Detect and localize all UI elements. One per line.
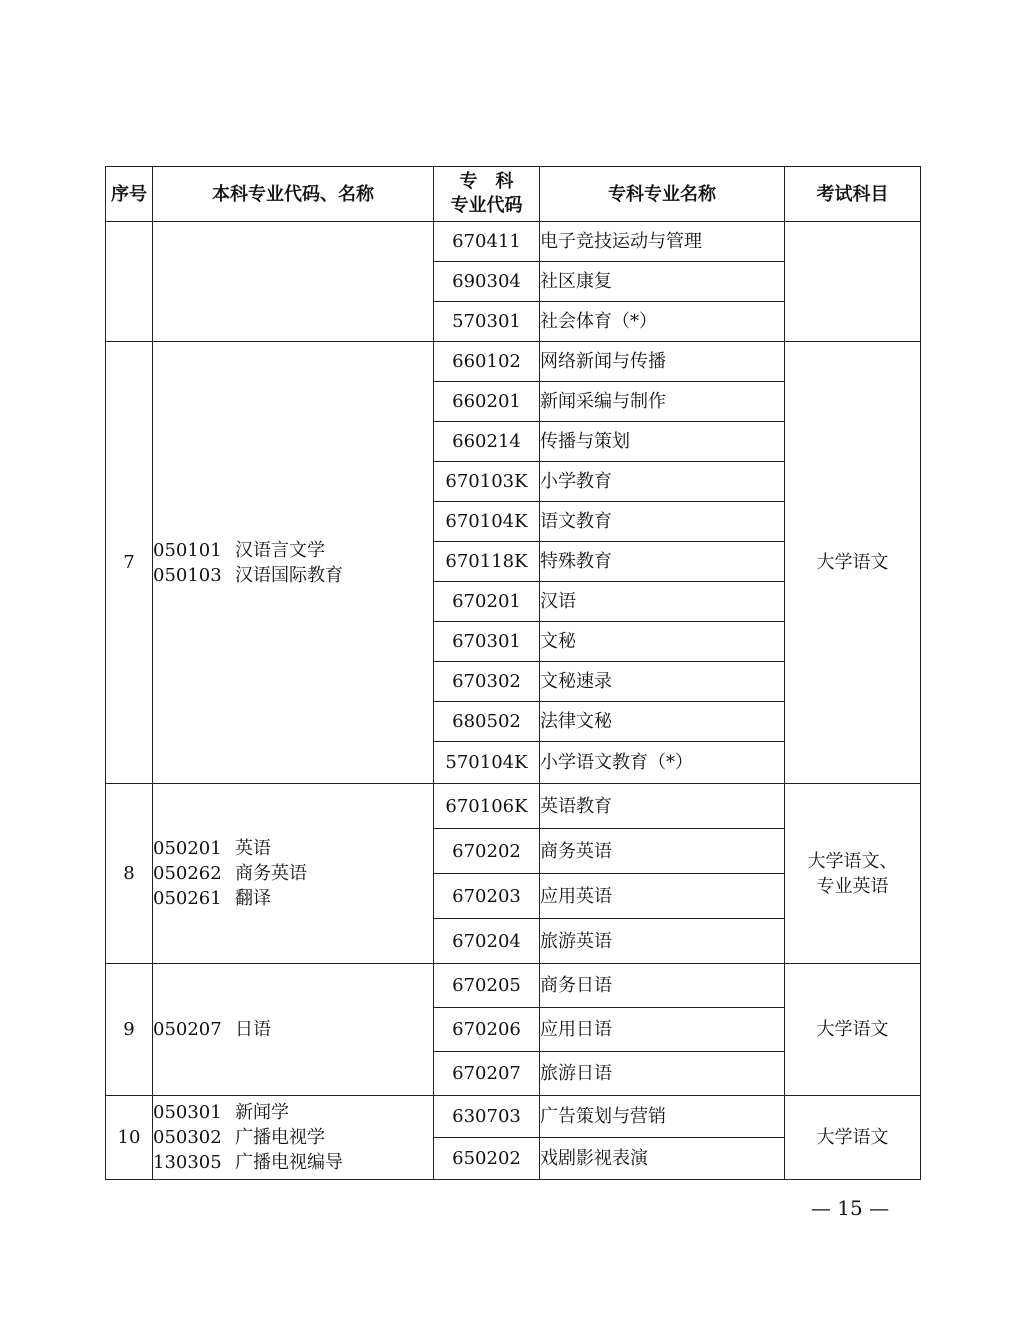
junior-name-cell: 汉语 (540, 582, 785, 622)
junior-code-cell: 670118K (434, 542, 540, 582)
header-undergrad: 本科专业代码、名称 (153, 167, 434, 222)
junior-code-cell: 670106K (434, 784, 540, 829)
undergrad-code: 050207 (153, 1019, 222, 1040)
undergrad-major (153, 1017, 433, 1042)
junior-name-cell: 网络新闻与传播 (540, 342, 785, 382)
junior-name-cell: 戏剧影视表演 (540, 1138, 785, 1180)
junior-name-cell: 法律文秘 (540, 702, 785, 742)
undergrad-major (153, 886, 433, 911)
junior-code-cell: 660201 (434, 382, 540, 422)
undergrad-name: 汉语国际教育 (235, 564, 343, 586)
junior-name-cell: 新闻采编与制作 (540, 382, 785, 422)
junior-code-cell: 670302 (434, 662, 540, 702)
table-header-row (106, 167, 921, 222)
undergrad-major (153, 861, 433, 886)
header-code (434, 167, 540, 222)
junior-name-cell: 广告策划与营销 (540, 1096, 785, 1138)
undergrad-code: 050101 (153, 539, 222, 561)
junior-code-cell: 670204 (434, 919, 540, 964)
undergrad-code: 050301 (153, 1102, 222, 1123)
junior-name-cell: 特殊教育 (540, 542, 785, 582)
undergrad-code: 130305 (153, 1152, 222, 1173)
junior-name-cell: 传播与策划 (540, 422, 785, 462)
undergrad-cell (153, 222, 434, 342)
junior-code-cell: 660102 (434, 342, 540, 382)
junior-name-cell: 旅游日语 (540, 1052, 785, 1096)
junior-name-cell: 应用日语 (540, 1008, 785, 1052)
undergrad-code: 050262 (153, 863, 222, 884)
header-seq: 序号 (106, 167, 153, 222)
exam-cell (785, 222, 921, 342)
junior-code-cell: 670202 (434, 829, 540, 874)
exam-line: 专业英语 (816, 875, 889, 897)
seq-cell: 10 (106, 1096, 153, 1180)
undergrad-name: 广播电视编导 (235, 1152, 343, 1173)
junior-code-cell: 670201 (434, 582, 540, 622)
undergrad-major (153, 538, 433, 563)
junior-code-cell: 670203 (434, 874, 540, 919)
junior-name-cell: 应用英语 (540, 874, 785, 919)
junior-code-cell: 670205 (434, 964, 540, 1008)
junior-name-cell: 语文教育 (540, 502, 785, 542)
seq-cell: 9 (106, 964, 153, 1096)
undergrad-name: 广播电视学 (235, 1127, 325, 1148)
junior-name-cell: 英语教育 (540, 784, 785, 829)
junior-name-cell: 社区康复 (540, 262, 785, 302)
exam-line: 大学语文、 (807, 850, 898, 872)
junior-code-cell: 680502 (434, 702, 540, 742)
seq-cell: 7 (106, 342, 153, 784)
exam-cell: 大学语文 (785, 342, 921, 784)
header-code-line1: 专 科 (459, 171, 514, 192)
undergrad-name: 商务英语 (235, 863, 307, 884)
junior-name-cell: 电子竞技运动与管理 (540, 222, 785, 262)
undergrad-code: 050261 (153, 888, 222, 909)
undergrad-major (153, 1150, 433, 1175)
exam-cell: 大学语文 (785, 1096, 921, 1180)
undergrad-name: 英语 (235, 838, 271, 859)
junior-code-cell: 670103K (434, 462, 540, 502)
exam-cell: 大学语文 (785, 964, 921, 1096)
junior-name-cell: 旅游英语 (540, 919, 785, 964)
junior-code-cell: 660214 (434, 422, 540, 462)
junior-name-cell: 文秘 (540, 622, 785, 662)
junior-name-cell: 社会体育（*） (540, 302, 785, 342)
table-body (106, 222, 921, 1180)
table-row (106, 784, 921, 829)
junior-code-cell: 570301 (434, 302, 540, 342)
junior-code-cell: 670207 (434, 1052, 540, 1096)
junior-name-cell: 小学语文教育（*） (540, 742, 785, 784)
junior-name-cell: 小学教育 (540, 462, 785, 502)
table-row (106, 1096, 921, 1138)
junior-code-cell: 670411 (434, 222, 540, 262)
undergrad-name: 汉语言文学 (235, 539, 325, 561)
junior-name-cell: 商务英语 (540, 829, 785, 874)
undergrad-name: 日语 (235, 1019, 271, 1040)
undergrad-code: 050103 (153, 564, 222, 586)
undergrad-major (153, 836, 433, 861)
table-row (106, 342, 921, 382)
undergrad-major (153, 1100, 433, 1125)
seq-cell (106, 222, 153, 342)
undergrad-major (153, 1125, 433, 1150)
undergrad-name: 新闻学 (235, 1102, 289, 1123)
junior-code-cell: 670104K (434, 502, 540, 542)
header-code-line2: 专业代码 (450, 195, 523, 216)
junior-name-cell: 商务日语 (540, 964, 785, 1008)
seq-cell: 8 (106, 784, 153, 964)
undergrad-cell (153, 784, 434, 964)
undergrad-cell (153, 964, 434, 1096)
page-number: — 15 — (810, 1196, 890, 1220)
table-row (106, 964, 921, 1008)
junior-code-cell: 650202 (434, 1138, 540, 1180)
undergrad-code: 050201 (153, 838, 222, 859)
table-row (106, 222, 921, 262)
junior-code-cell: 570104K (434, 742, 540, 784)
junior-code-cell: 670206 (434, 1008, 540, 1052)
junior-name-cell: 文秘速录 (540, 662, 785, 702)
exam-cell (785, 784, 921, 964)
header-name: 专科专业名称 (540, 167, 785, 222)
undergrad-name: 翻译 (235, 888, 271, 909)
junior-code-cell: 690304 (434, 262, 540, 302)
undergrad-code: 050302 (153, 1127, 222, 1148)
undergrad-major (153, 563, 433, 588)
junior-code-cell: 670301 (434, 622, 540, 662)
undergrad-cell (153, 342, 434, 784)
header-exam: 考试科目 (785, 167, 921, 222)
major-correspondence-table (105, 166, 921, 1180)
undergrad-cell (153, 1096, 434, 1180)
junior-code-cell: 630703 (434, 1096, 540, 1138)
